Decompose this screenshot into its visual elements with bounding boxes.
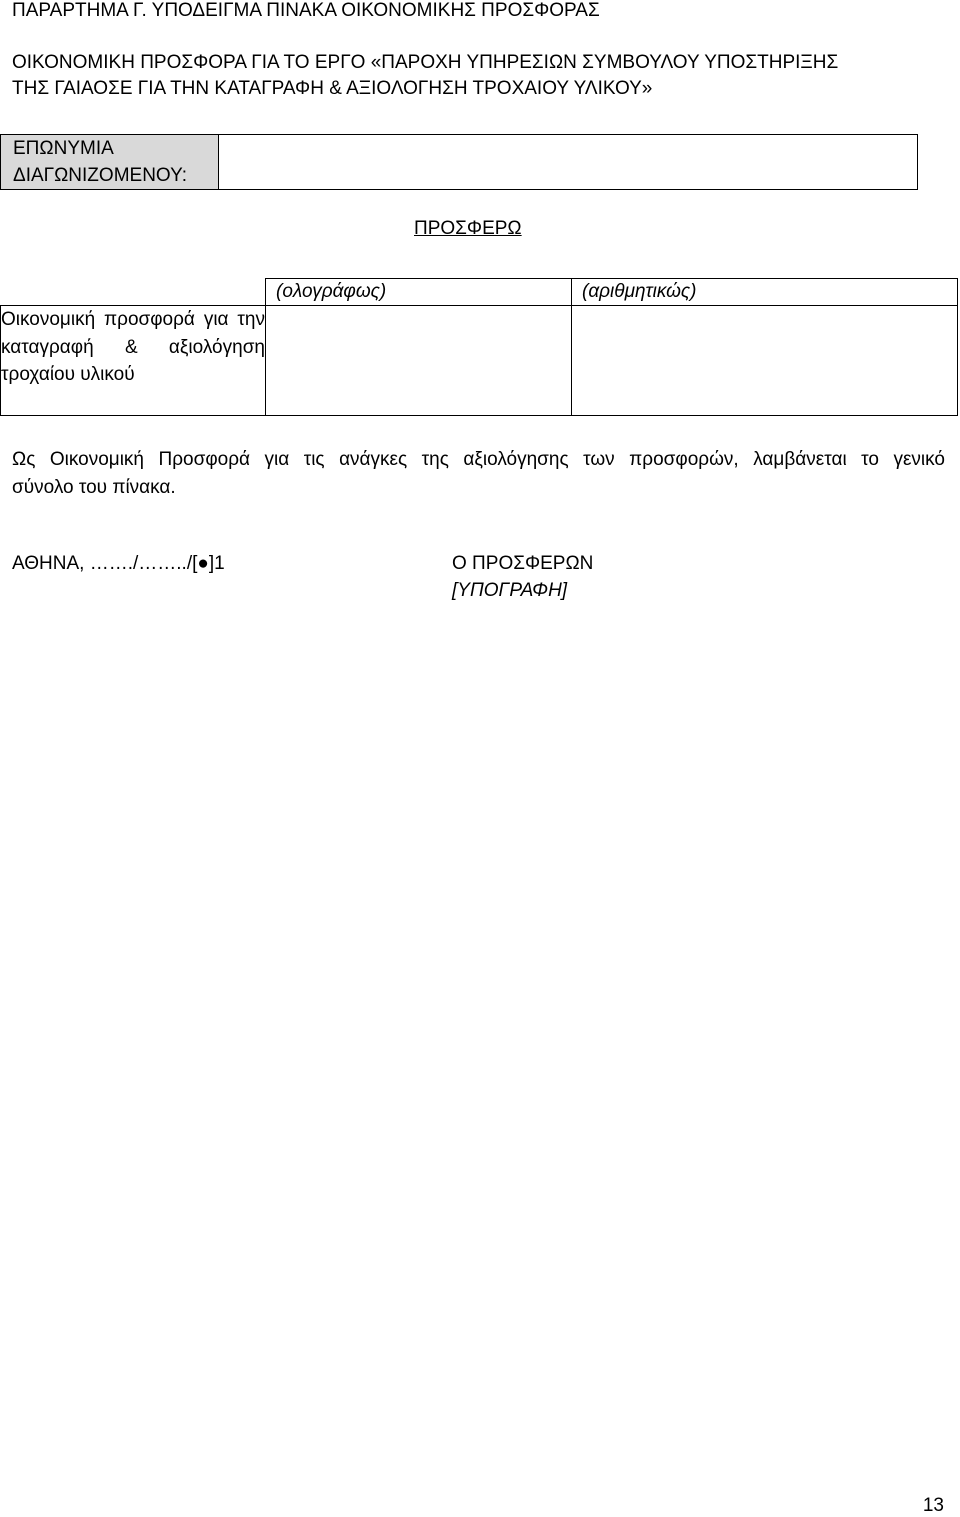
evaluation-note bbox=[12, 446, 945, 502]
bidder-name-field[interactable] bbox=[219, 135, 918, 190]
offer-table-header-numbers: (αριθμητικώς) bbox=[572, 279, 958, 306]
annex-title: ΠΑΡΑΡΤΗΜΑ Γ. ΥΠΟΔΕΙΓΜΑ ΠΙΝΑΚΑ ΟΙΚΟΝΟΜΙΚΗΣ ΠΡΟΣΦΟΡΑΣ bbox=[12, 0, 600, 21]
evaluation-note-line2: σύνολο του πίνακα. bbox=[12, 477, 176, 498]
offer-heading: ΠΡΟΣΦΕΡΩ bbox=[414, 218, 522, 239]
offer-table-row-label: Οικονομική προσφορά για την καταγραφή & αξιολόγηση τροχαίου υλικού bbox=[1, 306, 266, 416]
signature-placeholder: [ΥΠΟΓΡΑΦΗ] bbox=[452, 580, 568, 601]
bidder-label-line1: ΕΠΩΝΥΜΙΑ bbox=[13, 138, 114, 159]
offer-table-corner bbox=[1, 279, 266, 306]
bidder-label-cell bbox=[1, 135, 219, 190]
offer-amount-numbers-field[interactable] bbox=[572, 306, 958, 416]
signer-label: Ο ΠΡΟΣΦΕΡΩΝ bbox=[452, 553, 594, 574]
offer-table bbox=[0, 278, 958, 416]
offer-title-line2: ΤΗΣ ΓΑΙΑΟΣΕ ΓΙΑ ΤΗΝ ΚΑΤΑΓΡΑΦΗ & ΑΞΙΟΛΟΓΗΣΗ ΤΡΟΧΑΙΟΥ ΥΛΙΚΟΥ» bbox=[12, 78, 653, 99]
bidder-table bbox=[0, 134, 918, 190]
bidder-label-line2: ΔΙΑΓΩΝΙΖΟΜΕΝΟΥ: bbox=[13, 165, 187, 186]
offer-amount-words-field[interactable] bbox=[266, 306, 572, 416]
place-date: ΑΘΗΝΑ, ……./……../[●]1 bbox=[12, 553, 225, 574]
page-number: 13 bbox=[922, 1495, 944, 1516]
offer-title-line1: ΟΙΚΟΝΟΜΙΚΗ ΠΡΟΣΦΟΡΑ ΓΙΑ ΤΟ ΕΡΓΟ «ΠΑΡΟΧΗ ΥΠΗΡΕΣΙΩΝ ΣΥΜΒΟΥΛΟΥ ΥΠΟΣΤΗΡΙΞΗΣ bbox=[12, 52, 839, 73]
bidder-label bbox=[1, 135, 218, 189]
offer-table-header-words: (ολογράφως) bbox=[266, 279, 572, 306]
evaluation-note-line1: Ως Οικονομική Προσφορά για τις ανάγκες της αξιολόγησης των προσφορών, λαμβάνεται το γενικό bbox=[12, 449, 945, 470]
